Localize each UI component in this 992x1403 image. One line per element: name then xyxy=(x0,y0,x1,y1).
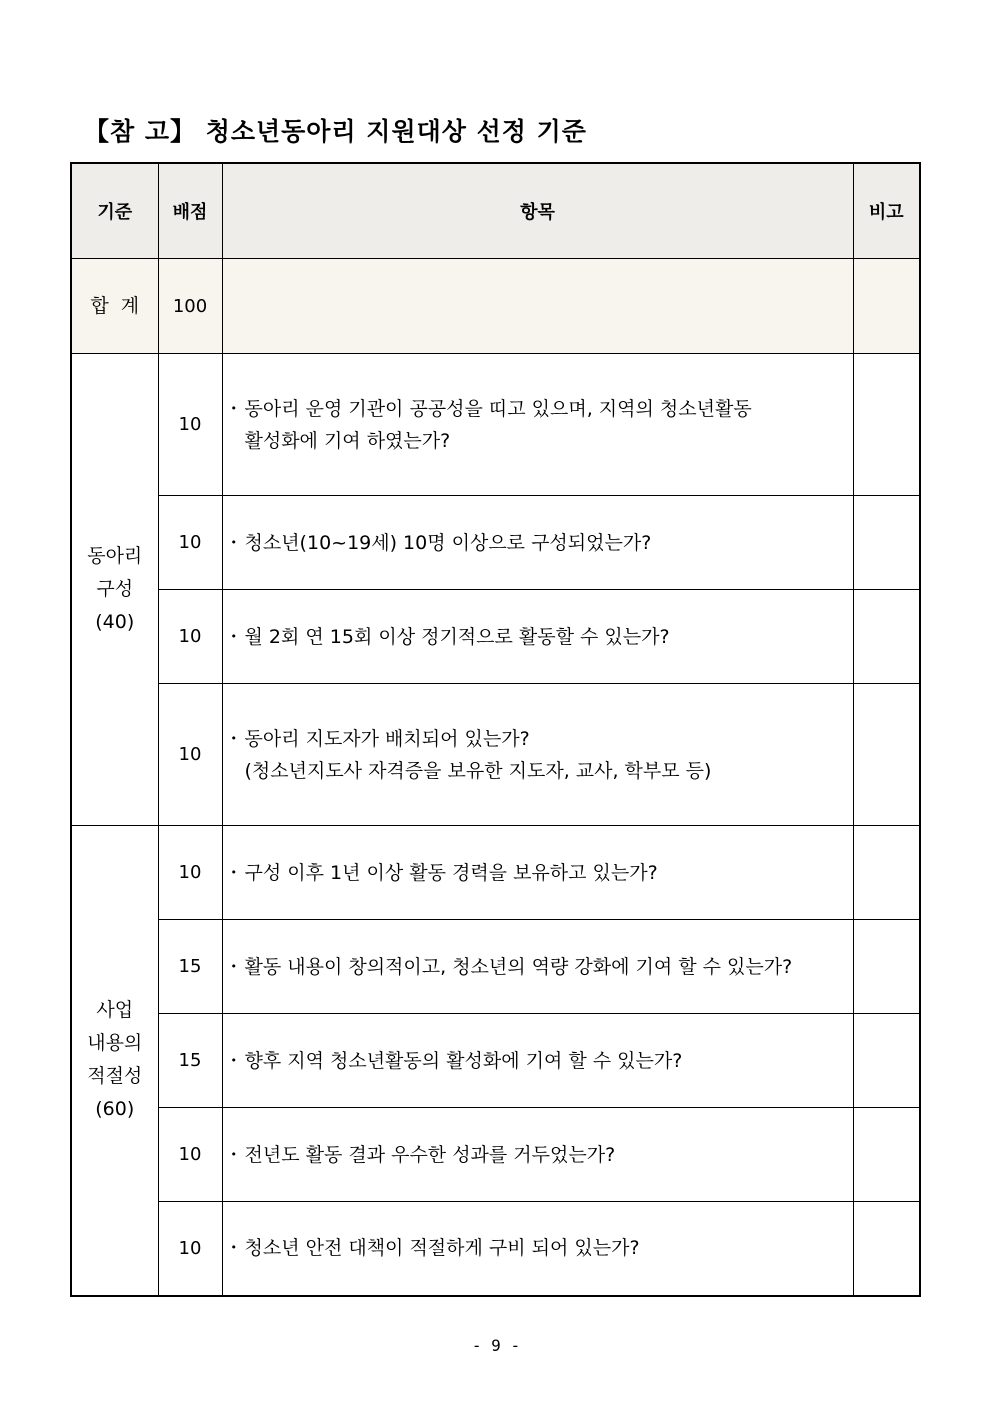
score-cell: 10 xyxy=(158,354,222,496)
page-number: - 9 - xyxy=(471,1336,521,1355)
table-row xyxy=(71,684,920,826)
page-title: 【참 고】 청소년동아리 지원대상 선정 기준 xyxy=(84,117,587,146)
total-note-cell xyxy=(853,259,920,354)
note-cell xyxy=(853,590,920,684)
selection-criteria-table xyxy=(70,162,921,1297)
table-row xyxy=(71,920,920,1014)
table-row xyxy=(71,1014,920,1108)
bullet-icon: • xyxy=(230,1147,237,1161)
header-item: 항목 xyxy=(222,163,853,259)
item-cell: • 청소년(10~19세) 10명 이상으로 구성되었는가? xyxy=(222,496,853,590)
score-cell: 15 xyxy=(158,920,222,1014)
table-row xyxy=(71,1108,920,1202)
item-cell: • 전년도 활동 결과 우수한 성과를 거두었는가? xyxy=(222,1108,853,1202)
item-cell: • 월 2회 연 15회 이상 정기적으로 활동할 수 있는가? xyxy=(222,590,853,684)
bullet-icon: • xyxy=(230,535,237,549)
category-program-suitability: 사업 내용의 적절성 (60) xyxy=(71,826,158,1296)
bullet-icon: • xyxy=(230,1053,237,1067)
score-cell: 10 xyxy=(158,590,222,684)
total-item-cell xyxy=(222,259,853,354)
item-cell: • 구성 이후 1년 이상 활동 경력을 보유하고 있는가? xyxy=(222,826,853,920)
note-cell xyxy=(853,1202,920,1296)
note-cell xyxy=(853,1108,920,1202)
total-score: 100 xyxy=(158,259,222,354)
item-cell: • 동아리 운영 기관이 공공성을 띠고 있으며, 지역의 청소년활동 활성화에 기여 하였는가? xyxy=(222,354,853,496)
score-cell: 10 xyxy=(158,1108,222,1202)
category-club-composition: 동아리 구성 (40) xyxy=(71,354,158,826)
bullet-icon: • xyxy=(230,629,237,643)
score-cell: 10 xyxy=(158,684,222,826)
item-cell: • 청소년 안전 대책이 적절하게 구비 되어 있는가? xyxy=(222,1202,853,1296)
item-cell: • 동아리 지도자가 배치되어 있는가? (청소년지도사 자격증을 보유한 지도자, 교사, 학부모 등) xyxy=(222,684,853,826)
item-cell: • 향후 지역 청소년활동의 활성화에 기여 할 수 있는가? xyxy=(222,1014,853,1108)
note-cell xyxy=(853,1014,920,1108)
bullet-icon: • xyxy=(230,731,237,745)
score-cell: 10 xyxy=(158,496,222,590)
header-row xyxy=(71,163,920,259)
bullet-icon: • xyxy=(230,401,237,415)
table-row xyxy=(71,826,920,920)
table-row xyxy=(71,496,920,590)
total-label: 합 계 xyxy=(71,259,158,354)
bullet-icon: • xyxy=(230,959,237,973)
header-criteria: 기준 xyxy=(71,163,158,259)
total-row xyxy=(71,259,920,354)
note-cell xyxy=(853,826,920,920)
table-row xyxy=(71,1202,920,1296)
note-cell xyxy=(853,684,920,826)
score-cell: 10 xyxy=(158,1202,222,1296)
table-row xyxy=(71,354,920,496)
bullet-icon: • xyxy=(230,1241,237,1255)
score-cell: 15 xyxy=(158,1014,222,1108)
score-cell: 10 xyxy=(158,826,222,920)
note-cell xyxy=(853,354,920,496)
note-cell xyxy=(853,496,920,590)
bullet-icon: • xyxy=(230,865,237,879)
header-score: 배점 xyxy=(158,163,222,259)
item-cell: • 활동 내용이 창의적이고, 청소년의 역량 강화에 기여 할 수 있는가? xyxy=(222,920,853,1014)
note-cell xyxy=(853,920,920,1014)
header-note: 비고 xyxy=(853,163,920,259)
table-row xyxy=(71,590,920,684)
